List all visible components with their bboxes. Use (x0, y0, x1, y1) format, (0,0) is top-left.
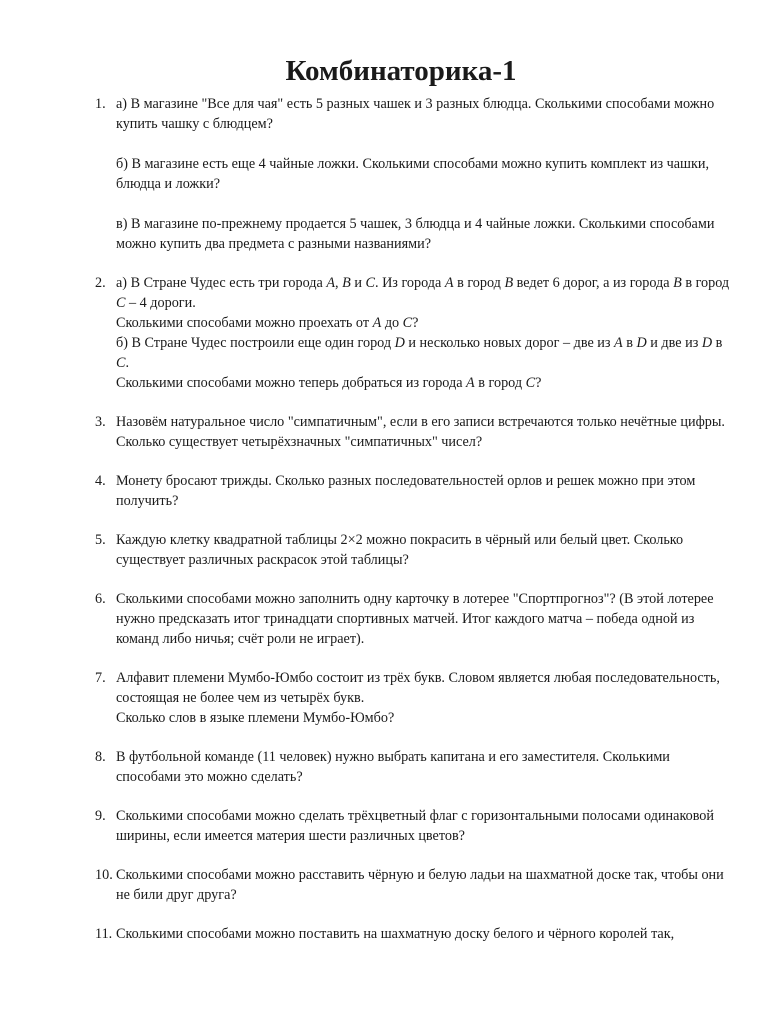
problem-item-9 (0, 806, 768, 846)
problem-item-11 (0, 924, 768, 944)
problem-text: в) В магазине по-прежнему продается 5 чашек, 3 блюдца и 4 чайные ложки. Сколькими способами можно купить два предмета с разными названиями? (116, 216, 715, 252)
problem-text: а) В магазине "Все для чая" есть 5 разных чашек и 3 разных блюдца. Сколькими способами можно купить чашку с блюдцем? (116, 96, 715, 132)
problem-number: 11. (95, 926, 113, 942)
problem-text: В футбольной команде (11 человек) нужно выбрать капитана и его заместителя. Сколькими способами это можно сделать? (116, 749, 670, 785)
problem-text: Алфавит племени Мумбо-Юмбо состоит из трёх букв. Словом является любая последовательность, состоящая не более чем из четырёх букв. (116, 670, 720, 706)
problem-number: 3. (95, 414, 106, 430)
page-title: Комбинаторика-1 (285, 55, 517, 87)
problem-text: Сколькими способами можно поставить на шахматную доску белого и чёрного королей так, (116, 926, 675, 942)
problem-number: 2. (95, 275, 106, 291)
problem-text: Монету бросают трижды. Сколько разных последовательностей орлов и решек можно при этом получить? (116, 473, 696, 509)
problem-list (0, 94, 768, 963)
problem-item-1 (0, 94, 768, 254)
problem-item-4 (0, 471, 768, 511)
problem-item-8 (0, 747, 768, 787)
problem-text: Сколькими способами можно теперь добраться из города A в город C? (116, 375, 542, 391)
problem-text: Назовём натуральное число "симпатичным", если в его записи встречаются только нечётные цифры. (116, 414, 725, 430)
problem-text: Сколькими способами можно расставить чёрную и белую ладьи на шахматной доске так, чтобы они не били друг друга? (116, 867, 724, 903)
problem-number: 1. (95, 96, 106, 112)
problem-text: Сколько существует четырёхзначных "симпатичных" чисел? (116, 434, 483, 450)
problem-item-5 (0, 530, 768, 570)
problem-text: б) В магазине есть еще 4 чайные ложки. Сколькими способами можно купить комплект из чашки, блюдца и ложки? (116, 156, 710, 192)
problem-item-10 (0, 865, 768, 905)
problem-number: 7. (95, 670, 106, 686)
problem-item-2 (0, 273, 768, 393)
problem-item-7 (0, 668, 768, 728)
problem-text: а) В Стране Чудес есть три города A, B и C. Из города A в город B ведет 6 дорог, а из города B в город C – 4 дороги. (116, 275, 730, 311)
problem-number: 6. (95, 591, 106, 607)
problem-text: Сколькими способами можно сделать трёхцветный флаг с горизонтальными полосами одинаковой ширины, если имеется материя шести различных цветов? (116, 808, 714, 844)
problem-text: Сколько слов в языке племени Мумбо-Юмбо? (116, 710, 395, 726)
problem-text: Сколькими способами можно проехать от A до C? (116, 315, 419, 331)
problem-text: Сколькими способами можно заполнить одну карточку в лотерее "Спортпрогноз"? (В этой лотерее нужно предсказать итог тринадцати спортивных матчей. Итог каждого матча – победа одной из команд либо ничья; счёт роли не играет). (116, 591, 714, 647)
problem-text: Каждую клетку квадратной таблицы 2×2 можно покрасить в чёрный или белый цвет. Сколько существует различных раскрасок этой таблицы? (116, 532, 684, 568)
problem-number: 10. (95, 867, 113, 883)
problem-item-3 (0, 412, 768, 452)
problem-text: б) В Стране Чудес построили еще один город D и несколько новых дорог – две из A в D и две из D в C. (116, 335, 723, 371)
problem-number: 9. (95, 808, 106, 824)
problem-number: 8. (95, 749, 106, 765)
problem-item-6 (0, 589, 768, 649)
problem-number: 5. (95, 532, 106, 548)
problem-number: 4. (95, 473, 106, 489)
